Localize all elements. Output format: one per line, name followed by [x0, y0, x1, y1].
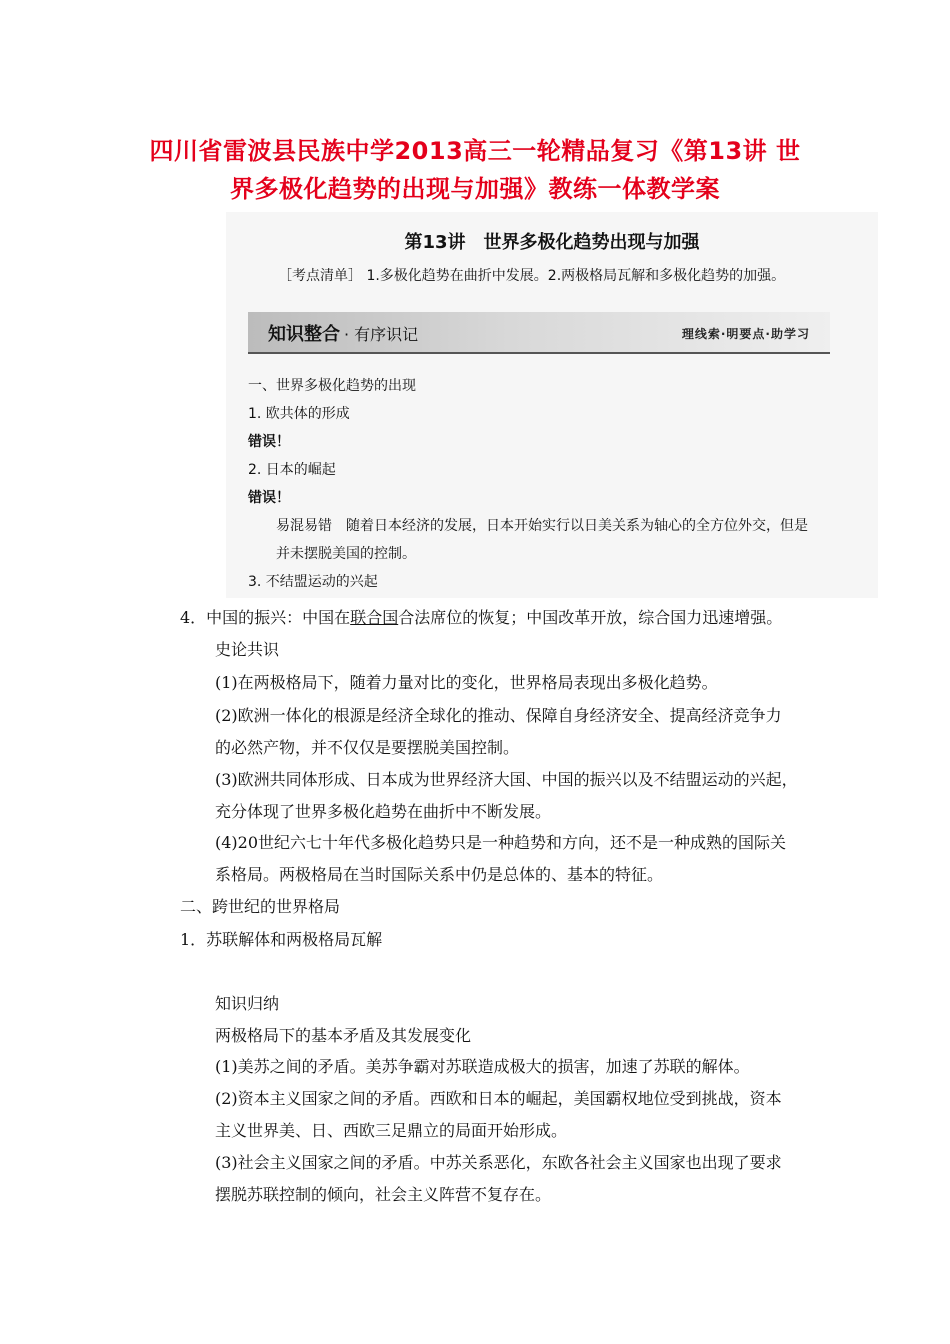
document-title-line1: 四川省雷波县民族中学2013高三一轮精品复习《第13讲 世: [149, 137, 801, 165]
item-4: [180, 607, 782, 629]
paragraph-line: (1)在两极格局下，随着力量对比的变化，世界格局表现出多极化趋势。: [215, 673, 718, 692]
paragraph-line: (1)美苏之间的矛盾。美苏争霸对苏联造成极大的损害，加速了苏联的解体。: [215, 1057, 750, 1076]
banner-sub-label: · 有序识记: [344, 325, 419, 344]
scan-line: 易混易错 随着日本经济的发展，日本开始实行以日美关系为轴心的全方位外交，但是: [276, 518, 808, 534]
exam-checklist: ［考点清单］ 1.多极化趋势在曲折中发展。2.两极格局瓦解和多极化趋势的加强。: [278, 268, 786, 284]
scan-error-marker: 错误！: [248, 490, 290, 506]
item-4-prefix: 4．中国的振兴：中国在: [180, 608, 351, 627]
scan-line: 1. 欧共体的形成: [248, 406, 350, 422]
paragraph-line: 的必然产物，并不仅仅是要摆脱美国控制。: [215, 738, 520, 757]
banner-main-label: 知识整合: [268, 324, 340, 345]
scanned-textbook-image: [226, 212, 878, 598]
paragraph-line: (2)资本主义国家之间的矛盾。西欧和日本的崛起，美国霸权地位受到挑战，资本: [215, 1089, 782, 1108]
paragraph-line: (3)社会主义国家之间的矛盾。中苏关系恶化，东欧各社会主义国家也出现了要求: [215, 1153, 782, 1172]
lecture-title: 第13讲 世界多极化趋势出现与加强: [404, 232, 700, 253]
section-heading: 二、跨世纪的世界格局: [180, 897, 341, 916]
paragraph-line: 摆脱苏联控制的倾向，社会主义阵营不复存在。: [215, 1185, 552, 1204]
paragraph-line: 系格局。两极格局在当时国际关系中仍是总体的、基本的特征。: [215, 865, 664, 884]
section-label: 史论共识: [215, 640, 280, 659]
section-banner: [248, 312, 830, 354]
scan-line: 3. 不结盟运动的兴起: [248, 574, 378, 590]
paragraph-line: 主义世界美、日、西欧三足鼎立的局面开始形成。: [215, 1121, 568, 1140]
subsection-heading: 1．苏联解体和两极格局瓦解: [180, 930, 383, 949]
paragraph-line: 两极格局下的基本矛盾及其发展变化: [215, 1026, 472, 1045]
document-title-line2: 界多极化趋势的出现与加强》教练一体教学案: [230, 175, 720, 203]
banner-heading: [268, 320, 418, 346]
paragraph-line: 充分体现了世界多极化趋势在曲折中不断发展。: [215, 802, 552, 821]
paragraph-line: (3)欧洲共同体形成、日本成为世界经济大国、中国的振兴以及不结盟运动的兴起，: [215, 770, 798, 789]
banner-slogan: 理线索·明要点·助学习: [681, 327, 810, 341]
section-label: 知识归纳: [215, 994, 280, 1013]
scan-line: 2. 日本的崛起: [248, 462, 336, 478]
paragraph-line: (2)欧洲一体化的根源是经济全球化的推动、保障自身经济安全、提高经济竞争力: [215, 706, 782, 725]
item-4-suffix: 合法席位的恢复；中国改革开放，综合国力迅速增强。: [398, 608, 783, 627]
scan-error-marker: 错误！: [248, 434, 290, 450]
scan-line: 并未摆脱美国的控制。: [276, 546, 416, 562]
paragraph-line: (4)20世纪六七十年代多极化趋势只是一种趋势和方向，还不是一种成熟的国际关: [215, 833, 787, 852]
scan-line: 一、世界多极化趋势的出现: [248, 378, 416, 394]
un-link[interactable]: 联合国: [350, 608, 399, 627]
